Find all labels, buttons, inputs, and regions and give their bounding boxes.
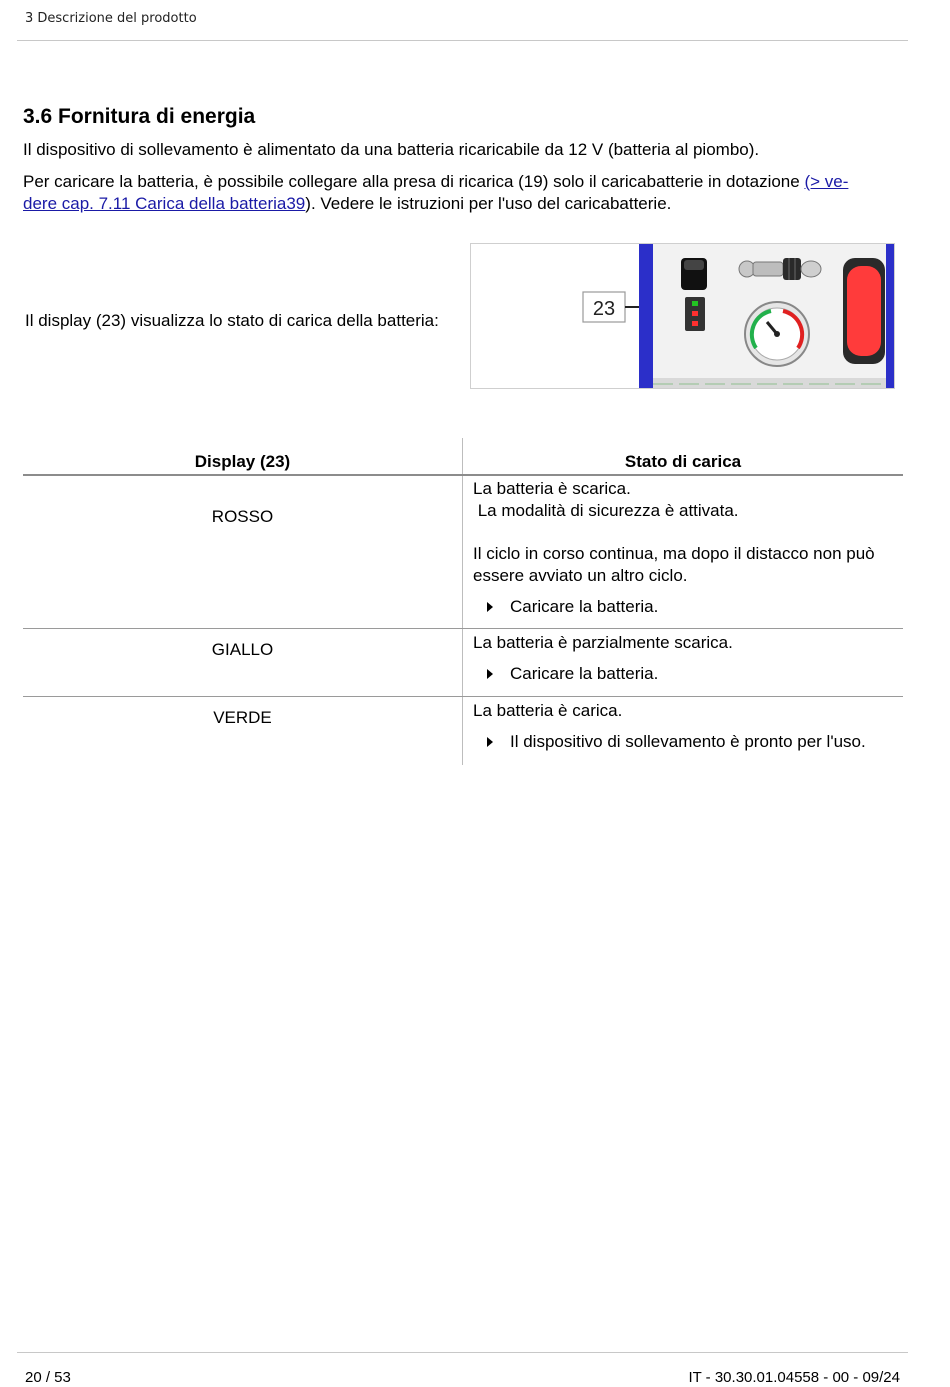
paragraph-power-supply: Il dispositivo di sollevamento è alimentato da una batteria ricaricabile da 12 V (batteria al piombo).	[23, 140, 760, 159]
led-green	[692, 301, 698, 306]
led-red-1	[692, 311, 698, 316]
paragraph-charging	[23, 171, 893, 215]
header-rule	[17, 40, 908, 41]
paragraph-charging-suffix: . Vedere le istruzioni per l'uso del caricabatterie.	[310, 194, 672, 213]
table-cell-display-yellow: GIALLO	[211, 640, 274, 659]
table-cell-display-red: ROSSO	[211, 507, 274, 526]
table-header-rule	[23, 474, 903, 476]
table-cell-status-yellow	[473, 632, 903, 685]
running-header: 3 Descrizione del prodotto	[25, 11, 197, 26]
triangle-bullet-icon	[487, 669, 493, 679]
footer-rule	[17, 1352, 908, 1353]
table-cell-display-green: VERDE	[213, 708, 272, 727]
action-item: Caricare la batteria.	[473, 596, 903, 618]
connector-right-cap	[801, 261, 821, 277]
link-close: )	[305, 194, 311, 213]
table-cell-status-red	[473, 478, 903, 618]
action-item: Caricare la batteria.	[473, 663, 903, 685]
triangle-bullet-icon	[487, 737, 493, 747]
document-id: IT - 30.30.01.04558 - 00 - 09/24	[688, 1369, 900, 1386]
status-note: Il ciclo in corso continua, ma dopo il distacco non può essere avviato un altro ciclo.	[473, 544, 875, 585]
connector-body	[753, 262, 783, 276]
paragraph-charging-text: Per caricare la batteria, è possibile collegare alla presa di ricarica (19) solo il caricabatterie in dotazione	[23, 172, 805, 191]
table-header-display: Display (23)	[194, 452, 291, 471]
triangle-bullet-icon	[487, 602, 493, 612]
status-line: La batteria è parzialmente scarica.	[473, 633, 733, 652]
table-cell-status-green	[473, 700, 903, 753]
table-row-rule	[23, 696, 903, 697]
status-line: La modalità di sicurezza è attivata.	[473, 501, 739, 520]
gauge-hub	[774, 331, 780, 337]
red-panel	[847, 266, 881, 356]
device-illustration-svg	[471, 244, 895, 389]
table-header-status: Stato di carica	[624, 452, 742, 471]
device-illustration	[470, 243, 895, 389]
action-item: Il dispositivo di sollevamento è pronto per l'uso.	[473, 731, 903, 753]
table-row-rule	[23, 628, 903, 629]
led-red-2	[692, 321, 698, 326]
section-title: 3.6 Fornitura di energia	[23, 105, 256, 128]
connector-black	[783, 258, 801, 280]
status-line: La batteria è scarica.	[473, 479, 631, 498]
page-number: 20 / 53	[25, 1369, 71, 1386]
table-column-divider	[462, 438, 463, 765]
blue-frame-right	[886, 244, 895, 389]
chapter-reference-link[interactable]: (> ve- dere cap. 7.11 Carica della batteria39	[23, 172, 849, 213]
display-caption: Il display (23) visualizza lo stato di carica della batteria:	[25, 311, 439, 330]
power-button-highlight	[684, 260, 704, 270]
status-line: La batteria è carica.	[473, 701, 623, 720]
callout-label: 23	[592, 298, 616, 320]
blue-frame-left	[639, 244, 653, 389]
